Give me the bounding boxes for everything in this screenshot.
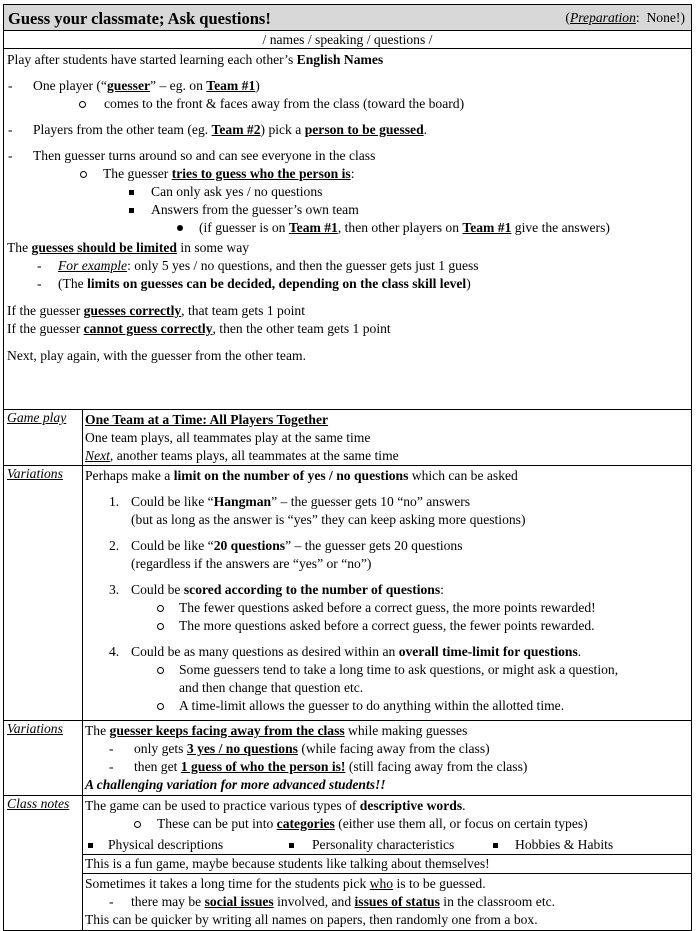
category-item: Personality characteristics	[312, 837, 455, 852]
instruction-line: Can only ask yes / no questions	[7, 183, 687, 201]
preparation-note: (Preparation: None!)	[565, 10, 685, 25]
variation-line: A challenging variation for more advanced students!!	[85, 777, 386, 792]
gameplay-label: Game play	[4, 410, 83, 466]
variation-line: (regardless if the answers are “yes” or “no”)	[131, 556, 372, 571]
variations-label-2: Variations	[4, 721, 83, 796]
variation-line: - only gets 3 yes / no questions (while facing away from the class)	[109, 741, 490, 756]
variation-line: The fewer questions asked before a correct guess, the more points rewarded!	[85, 599, 685, 617]
gameplay-heading: One Team at a Time: All Players Together	[85, 412, 329, 427]
variation-item: 4. Could be as many questions as desired within an overall time-limit for questions.	[109, 644, 582, 659]
variation-line: (but as long as the answer is “yes” they can keep asking more questions)	[131, 512, 526, 527]
instruction-line: If the guesser guesses correctly, that team gets 1 point	[7, 303, 305, 318]
category-item: Physical descriptions	[108, 837, 224, 852]
instruction-line: - One player (“guesser” – eg. on Team #1)	[8, 78, 260, 93]
lesson-table	[3, 4, 692, 931]
instruction-line: The guesser tries to guess who the person is:	[7, 165, 687, 183]
note-line: Sometimes it takes a long time for the students pick who is to be guessed.	[85, 876, 486, 891]
note-line: The game can be used to practice various types of descriptive words.	[85, 798, 466, 813]
instruction-line: Play after students have started learning each other’s English Names	[7, 52, 384, 67]
classnotes-section	[83, 796, 692, 855]
instruction-line: - (The limits on guesses can be decided, depending on the class skill level)	[37, 276, 471, 291]
note-fun: This is a fun game, maybe because students like talking about themselves!	[83, 855, 692, 874]
variations-section-2	[83, 721, 692, 796]
instruction-line: - Then guesser turns around so and can see everyone in the class	[8, 148, 376, 163]
category-list	[85, 836, 685, 854]
variation-line: The more questions asked before a correct guess, the fewer points rewarded.	[85, 617, 685, 635]
variation-line: Some guessers tend to take a long time to ask questions, or might ask a question,	[85, 661, 685, 679]
variations-section	[83, 466, 692, 721]
variations-label: Variations	[4, 466, 83, 721]
gameplay-section	[83, 410, 692, 466]
variation-line: A time-limit allows the guesser to do anything within the allotted time.	[85, 697, 685, 715]
note-line: This can be quicker by writing all names on papers, then randomly one from a box.	[85, 912, 538, 927]
gameplay-line: Next, another teams plays, all teammates at the same time	[85, 448, 399, 463]
header-bar	[4, 5, 692, 31]
classnotes-label: Class notes	[4, 796, 83, 931]
instruction-line: (if guesser is on Team #1, then other players on Team #1 give the answers)	[7, 219, 687, 237]
topic-tags: / names / speaking / questions /	[4, 31, 692, 49]
variation-line: - then get 1 guess of who the person is! (still facing away from the class)	[109, 759, 528, 774]
instruction-line: Next, play again, with the guesser from the other team.	[7, 348, 306, 363]
instruction-line: - Players from the other team (eg. Team #2) pick a person to be guessed.	[8, 122, 428, 137]
note-line: - there may be social issues involved, and issues of status in the classroom etc.	[109, 894, 556, 909]
variation-line: and then change that question etc.	[179, 680, 364, 695]
variation-item: 2. Could be like “20 questions” – the guesser gets 20 questions	[109, 538, 463, 553]
note-line: These can be put into categories (either use them all, or focus on certain types)	[85, 815, 685, 833]
instruction-line: The guesses should be limited in some way	[7, 240, 250, 255]
variation-item: 3. Could be scored according to the number of questions:	[109, 582, 444, 597]
page-title: Guess your classmate; Ask questions!	[8, 9, 271, 28]
instruction-line: - For example: only 5 yes / no questions, and then the guesser gets just 1 guess	[37, 258, 479, 273]
variation-line: The guesser keeps facing away from the class while making guesses	[85, 723, 468, 738]
variation-line: Perhaps make a limit on the number of yes / no questions which can be asked	[85, 468, 518, 483]
instruction-line: If the guesser cannot guess correctly, then the other team gets 1 point	[7, 321, 391, 336]
lesson-sheet	[3, 4, 691, 931]
gameplay-line: One team plays, all teammates play at the same time	[85, 430, 371, 445]
category-item: Hobbies & Habits	[515, 837, 614, 852]
instructions-section	[4, 49, 692, 410]
instruction-line: Answers from the guesser’s own team	[7, 201, 687, 219]
variation-item: 1. Could be like “Hangman” – the guesser gets 10 “no” answers	[109, 494, 471, 509]
instruction-line: comes to the front & faces away from the class (toward the board)	[7, 95, 687, 113]
note-picking	[83, 874, 692, 931]
